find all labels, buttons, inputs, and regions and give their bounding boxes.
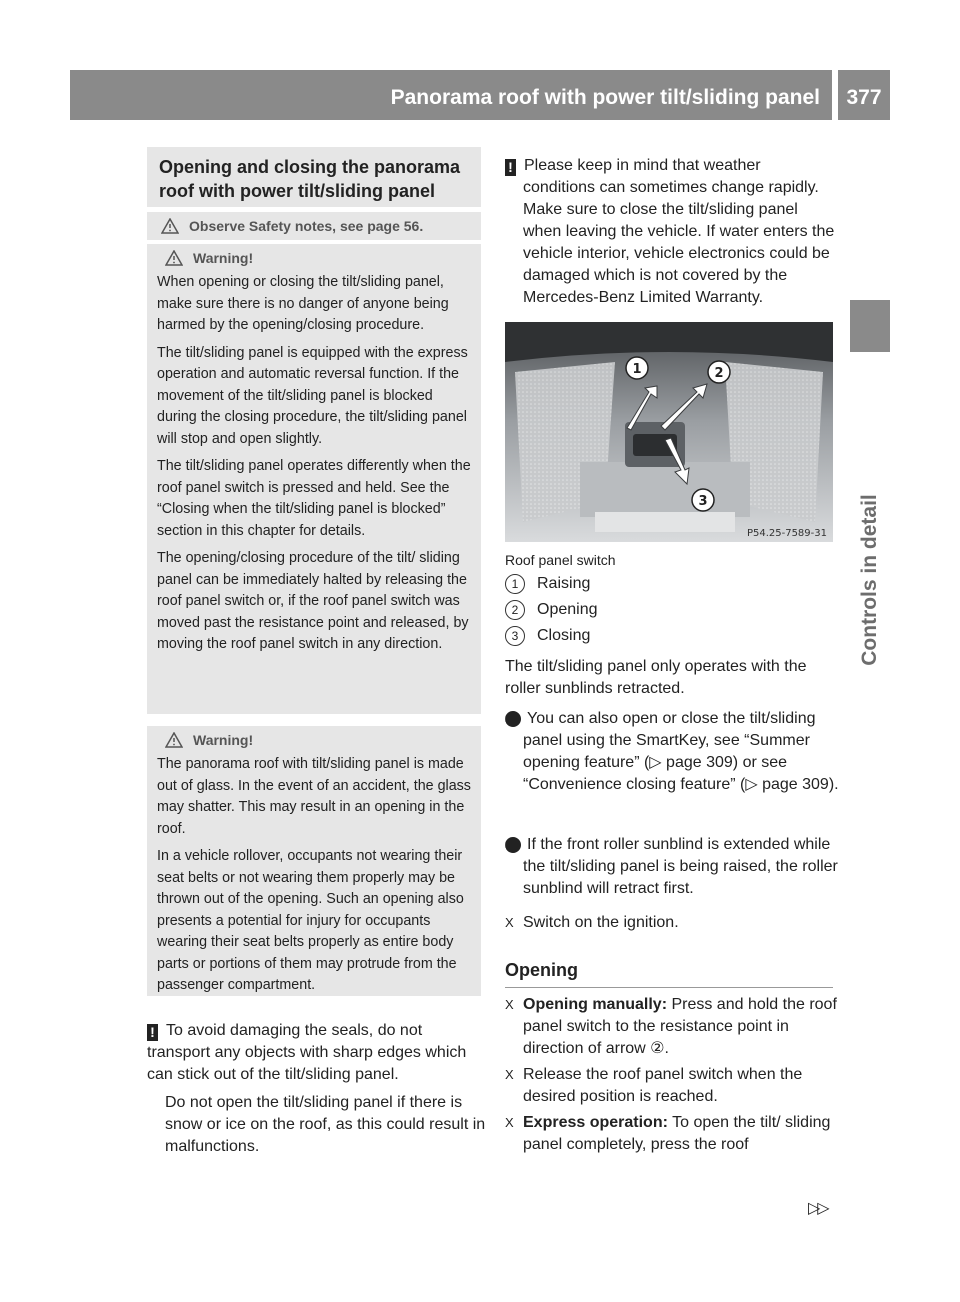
side-tab-marker xyxy=(850,300,890,352)
warning-icon xyxy=(161,218,179,234)
legend-label: Closing xyxy=(537,627,591,644)
svg-text:3: 3 xyxy=(698,494,708,509)
legend-item xyxy=(505,600,598,620)
warning-paragraph: The panorama roof with tilt/sliding panel is made out of glass. In the event of an accident, the glass may shatter. This may result in an opening in the roof. xyxy=(157,756,471,837)
svg-text:1: 1 xyxy=(632,362,642,377)
step-bold: Express operation: xyxy=(523,1114,668,1131)
legend-number: 2 xyxy=(505,600,525,620)
caution-icon: ! xyxy=(505,159,516,176)
info-icon: i xyxy=(505,711,521,727)
step-arrow-icon: X xyxy=(505,1115,514,1130)
note-text: Do not open the tilt/sliding panel if there is snow or ice on the roof, as this could result in malfunctions. xyxy=(165,1094,486,1155)
info-text: If the front roller sunblind is extended while the tilt/sliding panel is being raised, the roller sunblind will retract first. xyxy=(523,836,838,897)
weather-note xyxy=(505,155,835,309)
warning-title-text: Warning! xyxy=(193,732,254,748)
callout-3 xyxy=(692,489,714,511)
paragraph-sunblinds: The tilt/sliding panel only operates with the roller sunblinds retracted. xyxy=(505,658,807,697)
warning-paragraph: The tilt/sliding panel is equipped with the express operation and automatic reversal function. If the movement of the tilt/sliding panel is blocked during the closing procedure, the tilt/sliding panel will stop and open slightly. xyxy=(157,344,468,447)
step-text: Switch on the ignition. xyxy=(523,914,679,931)
step-bold: Opening manually: xyxy=(523,996,668,1013)
figure-caption: Roof panel switch xyxy=(505,552,616,568)
caution-icon: ! xyxy=(147,1024,158,1041)
roof-switch-photo xyxy=(505,322,833,542)
step-item xyxy=(505,1112,853,1156)
warning-paragraph: The tilt/sliding panel operates differently when the roof panel switch is pressed and held. See the “Closing when the tilt/sliding panel is blocked” section in this chapter for details. xyxy=(157,458,471,539)
note-text: Please keep in mind that weather conditions can sometimes change rapidly. Make sure to close the tilt/sliding panel when leaving the vehicle. If water enters the vehicle interior, vehicle electronics could be damaged which is not covered by the Mercedes-Benz Limited Warranty. xyxy=(523,157,835,306)
callout-2 xyxy=(708,361,730,383)
warning-paragraph: When opening or closing the tilt/sliding panel, make sure there is no danger of anyone being harmed by the opening/closing procedure. xyxy=(157,274,449,333)
step-arrow-icon: X xyxy=(505,915,514,930)
callout-1 xyxy=(626,357,648,379)
step-text: Release the roof panel switch when the desired position is reached. xyxy=(523,1066,803,1105)
step-text: To open the tilt/ sliding panel completely, press the roof xyxy=(523,1114,831,1153)
step-item xyxy=(505,1064,853,1108)
header-title: Panorama roof with power tilt/sliding panel xyxy=(390,86,820,109)
continue-arrows-icon: ▷▷ xyxy=(808,1200,827,1217)
step-arrow-icon: X xyxy=(505,997,514,1012)
observe-text: Observe Safety notes, see page 56. xyxy=(189,218,424,234)
page-number: 377 xyxy=(838,70,890,120)
damage-note xyxy=(147,1020,487,1164)
page-header xyxy=(70,70,832,120)
legend-label: Raising xyxy=(537,575,591,592)
warning-title-text: Warning! xyxy=(193,250,254,266)
step-ignition xyxy=(505,912,853,934)
side-tab xyxy=(848,360,892,800)
side-tab-label: Controls in detail xyxy=(858,494,881,666)
info-note xyxy=(501,708,853,796)
info-note xyxy=(501,834,853,900)
info-icon: i xyxy=(505,837,521,853)
step-arrow-icon: X xyxy=(505,1067,514,1082)
warning-paragraph: In a vehicle rollover, occupants not wearing their seat belts or not wearing them properly may be thrown out of the opening. Such an opening also presents a potential for injury for occupants wearing their seat belts properly as entire body parts or portions of them may protrude from the passenger compartment. xyxy=(157,848,464,993)
svg-text:2: 2 xyxy=(714,366,724,381)
step-text: Press and hold the roof panel switch to the resistance point in direction of arrow ②. xyxy=(523,996,837,1057)
observe-note xyxy=(147,212,481,240)
section-title: Opening and closing the panorama roof with power tilt/sliding panel xyxy=(147,147,481,207)
legend-item xyxy=(505,574,590,594)
legend-item xyxy=(505,626,590,646)
warning-paragraph: The opening/closing procedure of the tilt/ sliding panel can be immediately halted by releasing the roof panel switch or, if the roof panel switch was moved past the resistance point and released, by moving the roof panel switch in any direction. xyxy=(157,550,469,652)
warning-title xyxy=(157,250,471,266)
step-item xyxy=(505,994,853,1060)
warning-box-2 xyxy=(147,726,481,996)
legend-number: 1 xyxy=(505,574,525,594)
image-code: P54.25-7589-31 xyxy=(746,528,827,539)
note-text: To avoid damaging the seals, do not transport any objects with sharp edges which can stick out of the tilt/sliding panel. xyxy=(147,1022,467,1083)
info-text: You can also open or close the tilt/sliding panel using the SmartKey, see “Summer opening feature” (▷ page 309) or see “Convenience closing feature” (▷ page 309). xyxy=(523,710,839,793)
warning-icon xyxy=(165,250,183,266)
warning-box-1 xyxy=(147,244,481,714)
warning-title xyxy=(157,732,471,748)
warning-icon xyxy=(165,732,183,748)
legend-label: Opening xyxy=(537,601,598,618)
legend-number: 3 xyxy=(505,626,525,646)
opening-heading: Opening xyxy=(505,960,833,988)
